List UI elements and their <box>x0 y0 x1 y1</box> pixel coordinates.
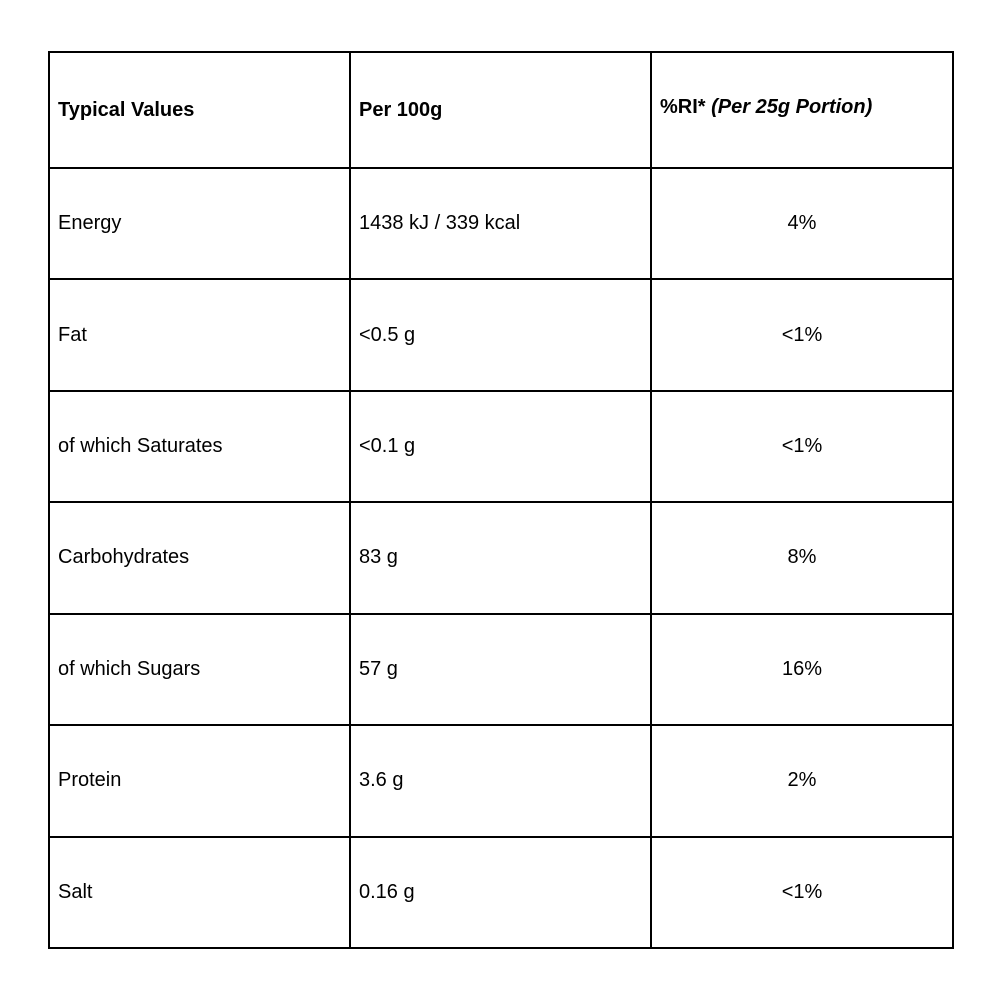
table-row <box>49 168 953 279</box>
table-row <box>49 391 953 502</box>
table-row <box>49 614 953 725</box>
table-body <box>49 168 953 948</box>
nutrient-name: Salt <box>49 837 350 948</box>
header-ri-portion: (Per 25g Portion) <box>711 95 873 118</box>
nutrient-name: Energy <box>49 168 350 279</box>
header-ri-prefix: %RI* <box>660 95 706 118</box>
nutrition-table <box>48 51 954 949</box>
per-100g-value: 83 g <box>350 502 651 613</box>
per-100g-value: 1438 kJ / 339 kcal <box>350 168 651 279</box>
nutrient-name: Fat <box>49 279 350 390</box>
nutrient-name: of which Sugars <box>49 614 350 725</box>
ri-value: 4% <box>651 168 953 279</box>
per-100g-value: 57 g <box>350 614 651 725</box>
nutrient-name: Carbohydrates <box>49 502 350 613</box>
per-100g-value: 3.6 g <box>350 725 651 836</box>
per-100g-value: 0.16 g <box>350 837 651 948</box>
nutrient-name: of which Saturates <box>49 391 350 502</box>
header-row <box>49 52 953 168</box>
table-row <box>49 502 953 613</box>
nutrient-name: Protein <box>49 725 350 836</box>
ri-value: 16% <box>651 614 953 725</box>
table-row <box>49 279 953 390</box>
per-100g-value: <0.5 g <box>350 279 651 390</box>
ri-value: 2% <box>651 725 953 836</box>
header-ri <box>651 52 953 168</box>
per-100g-value: <0.1 g <box>350 391 651 502</box>
ri-value: <1% <box>651 279 953 390</box>
table-row <box>49 725 953 836</box>
table-header <box>49 52 953 168</box>
ri-value: <1% <box>651 391 953 502</box>
header-typical-values: Typical Values <box>49 52 350 168</box>
table-row <box>49 837 953 948</box>
ri-value: 8% <box>651 502 953 613</box>
header-per-100g: Per 100g <box>350 52 651 168</box>
ri-value: <1% <box>651 837 953 948</box>
